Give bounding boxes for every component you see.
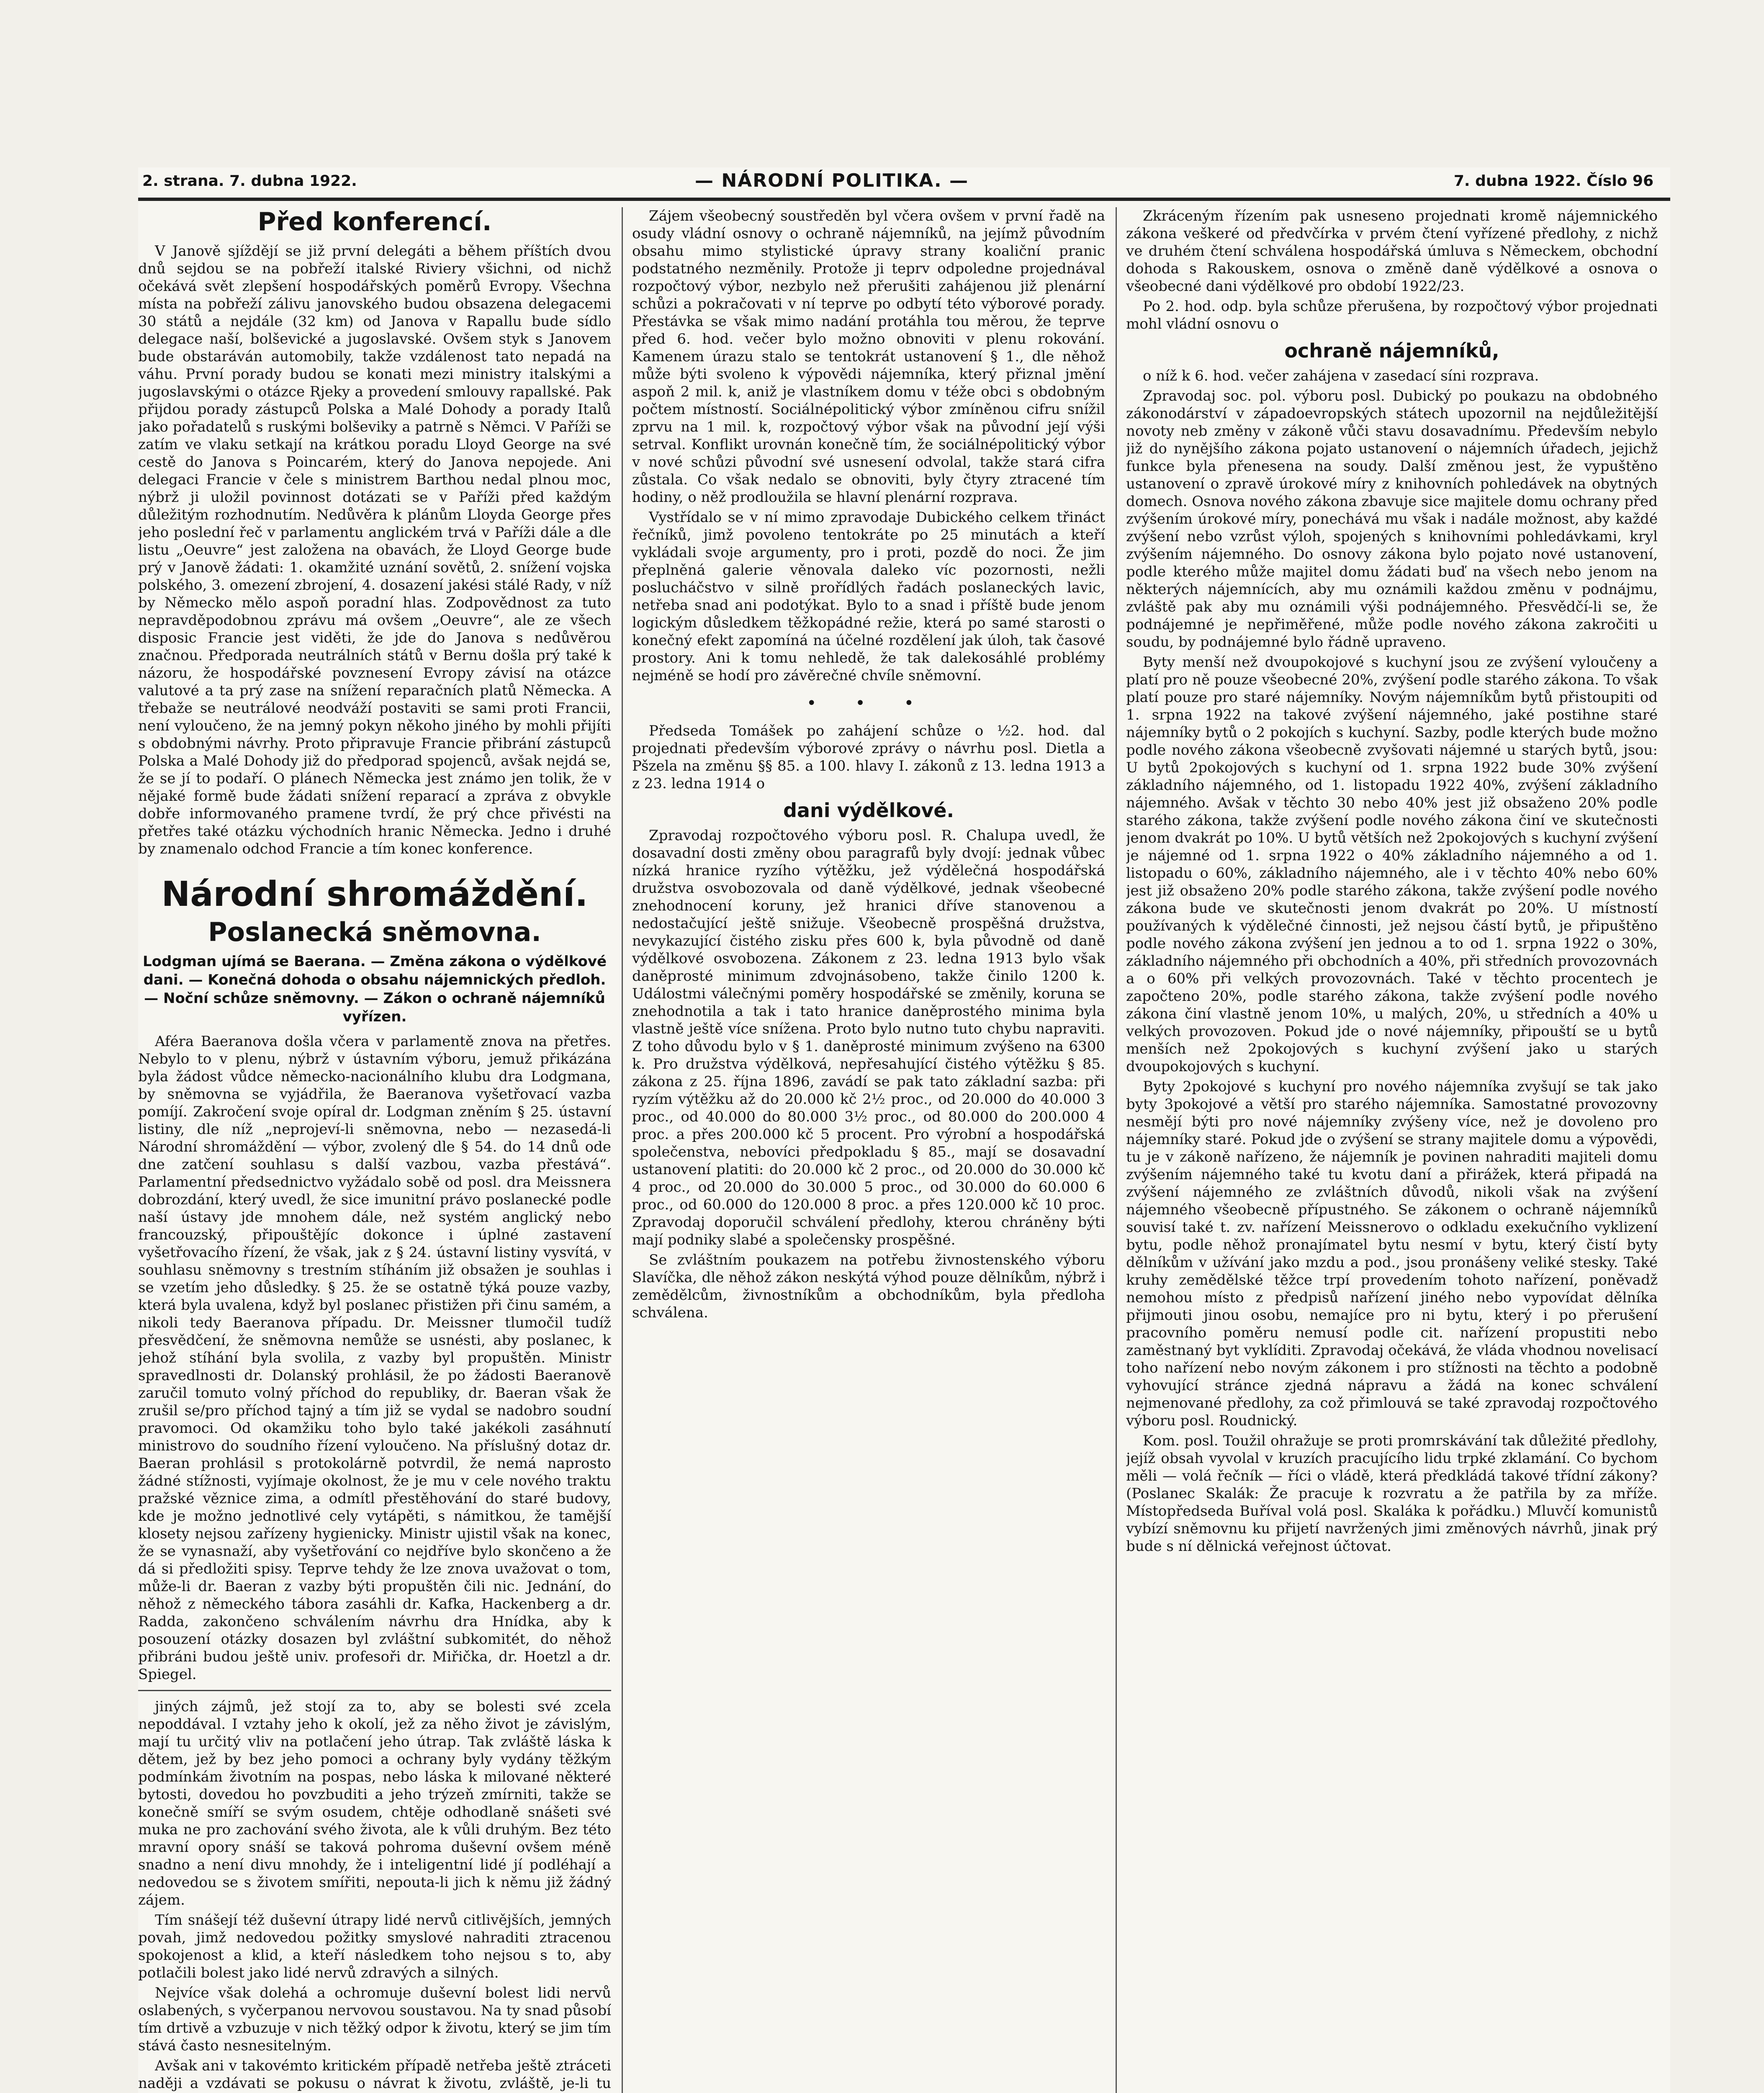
article-paragraph: o níž k 6. hod. večer zahájena v zasedací síni rozprava. [1143, 368, 1539, 384]
article-divider [138, 1690, 611, 1691]
article-paragraph: Vystřídalo se v ní mimo zpravodaje Dubického celkem třináct řečníků, jimž povoleno tentokráte po 25 minutách a kteří vykládali svoje argumenty, pro i proti, pozdě do noci. Že jim přeplněná galerie věnovala daleko víc pozornosti, nežli poslucháčstvo v silně prořídlých řadách poslaneckých lavic, netřeba snad ani podotýkat. Bylo to a snad i příště bude jenom logickým důsledkem těžkopádné režie, která po samé starosti o konečný efekt zapomíná na účelné rozdělení jak úloh, tak časové prostory. Ani k tomu nehledě, že tak dalekosáhlé problémy nejméně se hodí pro závěrečné chvíle sněmovní. [632, 509, 1105, 684]
article-paragraph: Zájem všeobecný soustředěn byl včera ovšem v první řadě na osudy vládní osnovy o ochraně nájemníků, na jejímž původním obsahu mimo stylistické úpravy strany koaliční pranic podstatného nezměnily. Protože ji teprv odpoledne projednával rozpočtový výbor, nezbylo než přerušiti zahájenou již plenární schůzi a pokračovati v ní teprve po odbytí této výborové porady. Přestávka se však mimo nadání protáhla tou měrou, že teprve před 6. hod. večer bylo možno obnoviti v plenu rokování. Kamenem úrazu stalo se tentokrát ustanovení § 1., dle něhož může býti svoleno k výpovědi nájemníka, který přiznal jmění aspoň 2 mil. k, aniž je vlastníkem domu v téže obci s obdobným počtem místností. Sociálnépolitický výbor zmíněnou cifru snížil zprvu na 1 mil. k, rozpočtový výbor však na původní její výši setrval. Konflikt urovnán konečně tím, že sociálnépolitický výbor v nové schůzi původní své usnesení odvolal, takže stará cifra zůstala. Co však nedalo se obnoviti, byly čtyry ztracené tím hodiny, o něž prodloužila se hlavní plenární rozprava. [632, 208, 1105, 506]
section-heading-tenant-protection: ochraně nájemníků, [1284, 339, 1499, 362]
article-paragraph: Po 2. hod. odp. byla schůze přerušena, by rozpočtový výbor projednati mohl vládní osnovu o [1126, 298, 1658, 332]
article-paragraph: Avšak ani v takovémto kritickém případě netřeba ještě ztráceti naději a vzdávati se pokusu o návrat k životu, zvláště, je-li tu [138, 2057, 611, 2092]
header-issue-number: 7. dubna 1922. Číslo 96 [1453, 172, 1653, 190]
section-subtitle: Poslanecká sněmovna. [208, 917, 541, 947]
section-heading-income-tax: dani výdělkové. [783, 799, 954, 822]
article-paragraph: V Janově sjíždějí se již první delegáti a během příštích dvou dnů sejdou se na pobřeží italské Riviery všichni, od nichž očekává svět zlepšení hospodářských poměrů Evropy. Všechna místa na pobřeží zálivu janovského budou obsazena delegacemi 30 států a nejdále (32 km) od Janova v Rapallu bude sídlo delegace naší, bolševické a jugoslavské. Ovšem styk s Janovem bude obstaráván automobily, takže vzdálenost tato nepadá na váhu. První porady budou se konati mezi ministry italskými a jugoslavskými o otázce Rjeky a provedení smlouvy rapallské. Pak přijdou porady zástupců Polska a Malé Dohody a porady Italů jako pořadatelů s ruskými bolševiky a patrně s Němci. V Paříži se zatím ve vlaku setkají na krátkou poradu Lloyd George na své cestě do Janova s Poincarém, který do Janova nepojede. Ani delegaci Francie v čele s ministrem Barthou nedal plnou moc, nýbrž ji uložil povinnost dotázati se v Paříži před každým důležitým rozhodnutím. Nedůvěra k plánům Lloyda George přes jeho poslední řeč v parlamentu anglickém trvá v Paříži dále a dle listu „Oeuvre“ jest založena na obavách, že Lloyd George bude prý v Janově žádati: 1. okamžité uznání sovětů, 2. snížení vojska polského, 3. omezení zbrojení, 4. dosazení jakési stálé Rady, v níž by Německo mělo aspoň poradní hlas. Zodpovědnost za tuto nepravděpodobnou zprávu má ovšem „Oeuvre“, ale ze všech disposic Francie jest viděti, že jde do Janova s nedůvěrou značnou. Předporada neutrálních států v Bernu došla prý také k názoru, že hospodářské povznesení Evropy závisí na otázce valutové a ta prý zase na snížení reparačních platů Německa. A třebaže se neutrálové neodváží postaviti se sami proti Francii, není vyloučeno, že na jemný pokyn někoho jiného by mohli přijíti s obdobnými návrhy. Proto připravuje Francie přibrání zástupců Polska a Malé Dohody již do předporad spojenců, avšak nejdá se, že se jí to podaří. O plánech Německa jest známo jen tolik, že v nějaké formě bude žádati snížení reparací a zpráva z obvykle dobře informovaného pramene tvrdí, že prý chce přivésti na přetřes také otázku východních hranic Německa. Jedno i druhé by znamenalo odchod Francie a tím konec konference. [138, 243, 611, 857]
article-paragraph: Aféra Baeranova došla včera v parlamentě znova na přetřes. Nebylo to v plenu, nýbrž v ústavním výboru, jemuž přikázána byla žádost vůdce německo-nacionálního klubu dra Lodgmana, by sněmovna se vyjádřila, že Baeranova vyšetřovací vazba pomíjí. Zakročení svoje opíral dr. Lodgman zněním § 25. ústavní listiny, dle níž „neprojeví-li sněmovna, nebo — nezasedá-li Národní shromáždění — výbor, zvolený dle § 54. do 14 dnů ode dne zatčení souhlasu s další vazbou, vazba přestává“. Parlamentní předsednictvo vyžádalo sobě od posl. dra Meissnera dobrozdání, který uvedl, že sice imunitní právo poslanecké podle naší ústavy jde mnohem dále, než systém anglický nebo francouzský, připouštějíc dokonce i úplné zastavení vyšetřovacího řízení, že však, jak z § 24. ústavní listiny vysvítá, v souhlasu sněmovny s trestním stíháním již obsažen je souhlas i se vzetím jeho důsledky. § 25. že se ostatně týká pouze vazby, která byla uvalena, když byl poslanec přistižen při činu samém, a nikoli tedy Baeranova případu. Dr. Meissner tlumočil tudíž přesvědčení, že sněmovna nemůže se usnésti, aby poslanec, k jehož stíhání byla svolila, z vazby byl propuštěn. Ministr spravedlnosti dr. Dolanský prohlásil, že po žádosti Baeranově zaručil tomuto volný příchod do republiky, dr. Baeran však že zrušil se/pro příchod tajný a tím již se vydal se nadobro soudní pravomoci. Od okamžiku toho bylo také jakékoli zasáhnutí ministrovo do soudního řízení vyloučeno. Na příslušný dotaz dr. Baeran prohlásil s protokolárně potvrdil, že nemá naprosto žádné stížnosti, vyjímaje okolnost, že je mu v cele nového traktu pražské věznice zima, a odmítl přestěhování do staré budovy, kde je možno jednotlivé cely vytápěti, s námitkou, že tamější klosety nejsou zařízeny hygienicky. Ministr ujistil však na konec, že se vynasnaží, aby vyšetřování co nejdříve bylo skončeno a že dá si předložiti spisy. Teprve tehdy že lze znova uvažovat o tom, může-li dr. Baeran z vazby býti propuštěn čili nic. Jednání, do něhož z německého tábora zasáhli dr. Kafka, Hackenberg a dr. Radda, zakončeno schválením návrhu dra Hnídka, aby k posouzení otázky dosazen byl zvláštní subkomitét, do něhož přibráni budou ještě univ. profesoři dr. Miřička, dr. Hoetzl a dr. Spiegel. [138, 1033, 611, 1683]
article-paragraph: Byty 2pokojové s kuchyní pro nového nájemníka zvyšují se tak jako byty 3pokojové a větší pro starého nájemníka. Samostatné provozovny nesmějí býti pro nové nájemníky zvýšeny více, než je dovoleno pro nájemníky staré. Pokud jde o zvýšení se strany majitele domu a výpovědi, tu je v zákoně nařízeno, že nájemník je povinen nahraditi majiteli domu zvýšením nájemného také tu kvotu daní a přirážek, která připadá na zvýšení nájemného ze zvláštních důvodů, nikoli však na zvýšení nájemného všeobecně přípustného. Se zákonem o ochraně nájemníků souvisí také t. zv. nařízení Meissnerovo o odkladu exekučního vyklizení bytu, podle něhož pronajímatel bytu nesmí v bytu, který čistí byty dělníkům v užívání jako mzdu a pod., jsou pronášeny veliké stesky. Také kruhy zemědělské těžce trpí provedením tohoto nařízení, poněvadž nemohou místo z předpisů nařízení jiného nebo vypovídat dělníka přijmouti jinou osobu, nemajíce pro ni bytu, který i po přerušení pracovního poměru nemusí podle cit. nařízení propustiti nebo zaměstnaný byt vyklíditi. Zpravodaj očekává, že vláda vhodnou novelisací toho nařízení nebo novým zákonem i pro stížnosti na těchto a podobně vyhovující stránce zjedná nápravu a žádá na konec schválení nejmenované předlohy, za což přimlouvá se také zpravodaj rozpočtového výboru posl. Roudnický. [1126, 1078, 1658, 1429]
article-paragraph: Předseda Tomášek po zahájení schůze o ½2. hod. dal projednati především výborové zprávy o návrhu posl. Dietla a Pšzela na změnu §§ 85. a 100. hlavy I. zákonů z 13. ledna 1913 a z 23. ledna 1914 o [632, 723, 1105, 792]
article-paragraph: Kom. posl. Toužil ohražuje se proti promrskávání tak důležité předlohy, jejíž obsah vyvolal v kruzích pracujícího lidu trpké zklamání. Co bychom měli — volá řečník — říci o vládě, která předkládá takové třídní zákony? (Poslanec Skalák: Že pracuje k rozvratu a že patřila by za mříže. Místopředseda Buříval volá posl. Skaláka k pořádku.) Mluvčí komunistů vybízí sněmovnu ku přijetí navržených jimi změnových návrhů, jinak prý bude s ní dělnická veřejnost účtovat. [1126, 1432, 1658, 1555]
article-summary: Lodgman ujímá se Baerana. — Změna zákona o výdělkové dani. — Konečná dohoda o obsahu nájemnických předloh. — Noční schůze sněmovny. — Zákon o ochraně nájemníků vyřízen. [142, 953, 607, 1025]
article-paragraph: Zpravodaj soc. pol. výboru posl. Dubický po poukazu na obdobného zákonodárství v západoevropských státech upozornil na nejdůležitější novoty neb změny v zákoně vůči stavu dosavadnímu. Především nebylo již do nynějšího zákona pojato ustanovení o nájemních úřadech, jejichž funkce byla přenesena na soudy. Další změnou jest, že vypuštěno ustanovení o zpravě úrokové míry z knihovních pohledávek na obytných domech. Osnova nového zákona zbavuje sice majitele domu ochrany před zvýšením úrokové míry, ponechává mu však i nadále možnost, aby každé zvýšení nebo vzrůst výloh, spojených s knihovními pohledávkami, kryl zvýšením nájemného. Do osnovy zákona bylo pojato nové ustanovení, podle kterého může majitel domu žádati buď na všech nebo jenom na některých nájemnících, aby mu oznámili každou změnu v podnájmu, zvláště pak aby mu oznámili výši podnájemného. Přesvědčí-li se, že podnájemné je nepřiměřené, může podle nového zákona zakročiti u soudu, by podnájemné bylo řádně upraveno. [1126, 388, 1658, 651]
header-rule [138, 198, 1670, 201]
masthead-title: — NÁRODNÍ POLITIKA. — [695, 170, 969, 191]
newspaper-page [138, 167, 1670, 2093]
column-divider [1116, 207, 1117, 2093]
article-paragraph: jiných zájmů, jež stojí za to, aby se bolesti své zcela nepoddával. I vztahy jeho k okolí, jež za něho život je závislým, mají tu určitý vliv na potlačení jeho útrap. Tak zvláště láska k dětem, jež by bez jeho pomoci a ochrany byly vydány těžkým podmínkám životním na pospas, nebo láska k milované některé bytosti, dovedou ho povzbuditi a jeho trýzeň zmírniti, takže se konečně smíří se svým osudem, chtěje odhodlaně snášeti své muka ne pro zachování svého života, ale k vůli druhým. Bez této mravní opory snáší se taková pohroma duševní ovšem méně snadno a není divu mnohdy, že i inteligentní lidé jí podléhají a nedovedou se s životem smířiti, nepouta-li jich k němu již žádný zájem. [138, 1698, 611, 1908]
page-header [138, 167, 1670, 197]
article-paragraph: Zpravodaj rozpočtového výboru posl. R. Chalupa uvedl, že dosavadní dosti změny obou paragrafů byly dvojí: jednak vůbec nízká hranice ryzího výtěžku, jež výdělečná hospodářská družstva osvobozovala od daně výdělkové, jednak všeobecné znehodnocení koruny, jež hranici dříve stanovenou a nedostačující ještě snižuje. Všeobecně prospěšná družstva, nevykazující čistého zisku přes 600 k, byla původně od daně výdělkové osvobozena. Zákonem z 23. ledna 1913 bylo však daněprosté minimum zdvojnásobeno, takže činilo 1200 k. Událostmi válečnými poměry hospodářské se změnily, koruna se znehodnotila a tak i tato hranice daněprostého minima byla vlastně ještě více snížena. Proto bylo nutno tuto chybu napraviti. Z toho důvodu bylo v § 1. daněprosté minimum zvýšeno na 6300 k. Pro družstva výdělková, nepřesahující čistého výtěžku § 85. zákona z 25. října 1896, zavádí se pak tato základní sazba: při ryzím výtěžku až do 20.000 kč 2½ proc., od 20.000 do 40.000 3 proc., od 40.000 do 80.000 3½ proc., od 80.000 do 200.000 4 proc. a přes 200.000 kč 5 procent. Pro výrobní a hospodářská společenstva, nebovíci předpokladu § 85., mají se dosavadní ustanovení platiti: do 20.000 kč 2 proc., od 20.000 do 30.000 kč 4 proc., od 20.000 do 30.000 5 proc., od 30.000 do 60.000 6 proc., od 60.000 do 120.000 8 proc. a přes 120.000 kč 10 proc. Zpravodaj doporučil schválení předlohy, kterou chráněny býti mají podniky slabé a společensky prospěšné. [632, 827, 1105, 1248]
column-divider [622, 207, 623, 2093]
section-separator: • • • [806, 694, 931, 713]
article-paragraph: Byty menší než dvoupokojové s kuchyní jsou ze zvýšení vyloučeny a platí pro ně pouze všeobecné 20%, zvýšení podle starého zákona. To však platí pouze pro staré nájemníky. Novým nájemníkům bytů přistoupiti od 1. srpna 1922 na takové zvýšení nájemného, jaké postihne staré nájemníky bytů o 2 pokojích s kuchyní. Sazby, podle kterých bude možno podle nového zákona všeobecně zvyšovati nájemné u starých bytů, jsou: U bytů 2pokojových s kuchyní od 1. srpna 1922 bude 30% zvýšení základního nájemného, od 1. listopadu 1922 40%, zvýšení základního nájemného. Avšak v těchto 30 nebo 40% jest již obsaženo 20% podle starého zákona, takže zvýšení podle nového zákona činí ve skutečnosti jenom dvakrát po 10%. U bytů větších než 2pokojových s kuchyní zvýšení je nájemné od 1. srpna 1922 o 40% základního nájemného a od 1. listopadu o 60%, základního nájemného, ale i v těchto 40% nebo 60% jest již obsaženo 20% podle starého zákona, takže zvýšení podle nového zákona bude ve skutečnosti jenom dvakrát po 20%. U místností používaných k výdělečné činnosti, jež nejsou částí bytů, je připuštěno podle nového zákona zvýšení jen jednou a to od 1. srpna 1922 o 30%, základního nájemného při obchodních a 40%, při středních provozovnách a o 60% při velkých provozovnách. Také v těchto procentech je započteno 20%, podle starého zákona, takže zvýšení podle nového zákona činí vlastně jenom 10%, u malých, 20%, u středních a 40% u velkých provozoven. Pokud jde o nové nájemníky, připouští se u bytů menších než 2pokojových s kuchyní zvýšení jako u starých dvoupokojových s kuchyní. [1126, 654, 1658, 1075]
article-paragraph: Zkráceným řízením pak usneseno projednati kromě nájemnického zákona veškeré od předvčírka v prvém čtení vyřízené předlohy, z nichž ve druhém čtení schválena hospodářská úmluva s Německem, obchodní dohoda s Rakouskem, osnova o změně daně výdělkové a osnova o všeobecné dani výdělkové pro období 1922/23. [1126, 208, 1658, 295]
column-1 [138, 207, 611, 2093]
article-title-conference: Před konferencí. [257, 207, 492, 237]
column-2 [632, 207, 1105, 2093]
header-page-date: 2. strana. 7. dubna 1922. [142, 172, 357, 190]
column-3 [1126, 207, 1658, 2093]
article-paragraph: Tím snášejí též duševní útrapy lidé nervů citlivějších, jemných povah, jimž nedovedou požitky smyslové nahraditi ztracenou spokojenost a klid, a kteří následkem toho nejsou s to, aby potlačili bolest jako lidé nervů zdravých a silných. [138, 1912, 611, 1981]
section-title-national-assembly: Národní shromáždění. [161, 874, 588, 914]
article-paragraph: Nejvíce však dolehá a ochromuje duševní bolest lidi nervů oslabených, s vyčerpanou nervovou soustavou. Na ty snad působí tím drtivě a vzbuzuje v nich těžký odpor k životu, který se jim tím stává často nesnesitelným. [138, 1985, 611, 2054]
article-paragraph: Se zvláštním poukazem na potřebu živnostenského výboru Slavíčka, dle něhož zákon neskýtá výhod pouze dělníkům, nýbrž i zemědělcům, živnostníkům a obchodníkům, byla předloha schválena. [632, 1252, 1105, 1321]
